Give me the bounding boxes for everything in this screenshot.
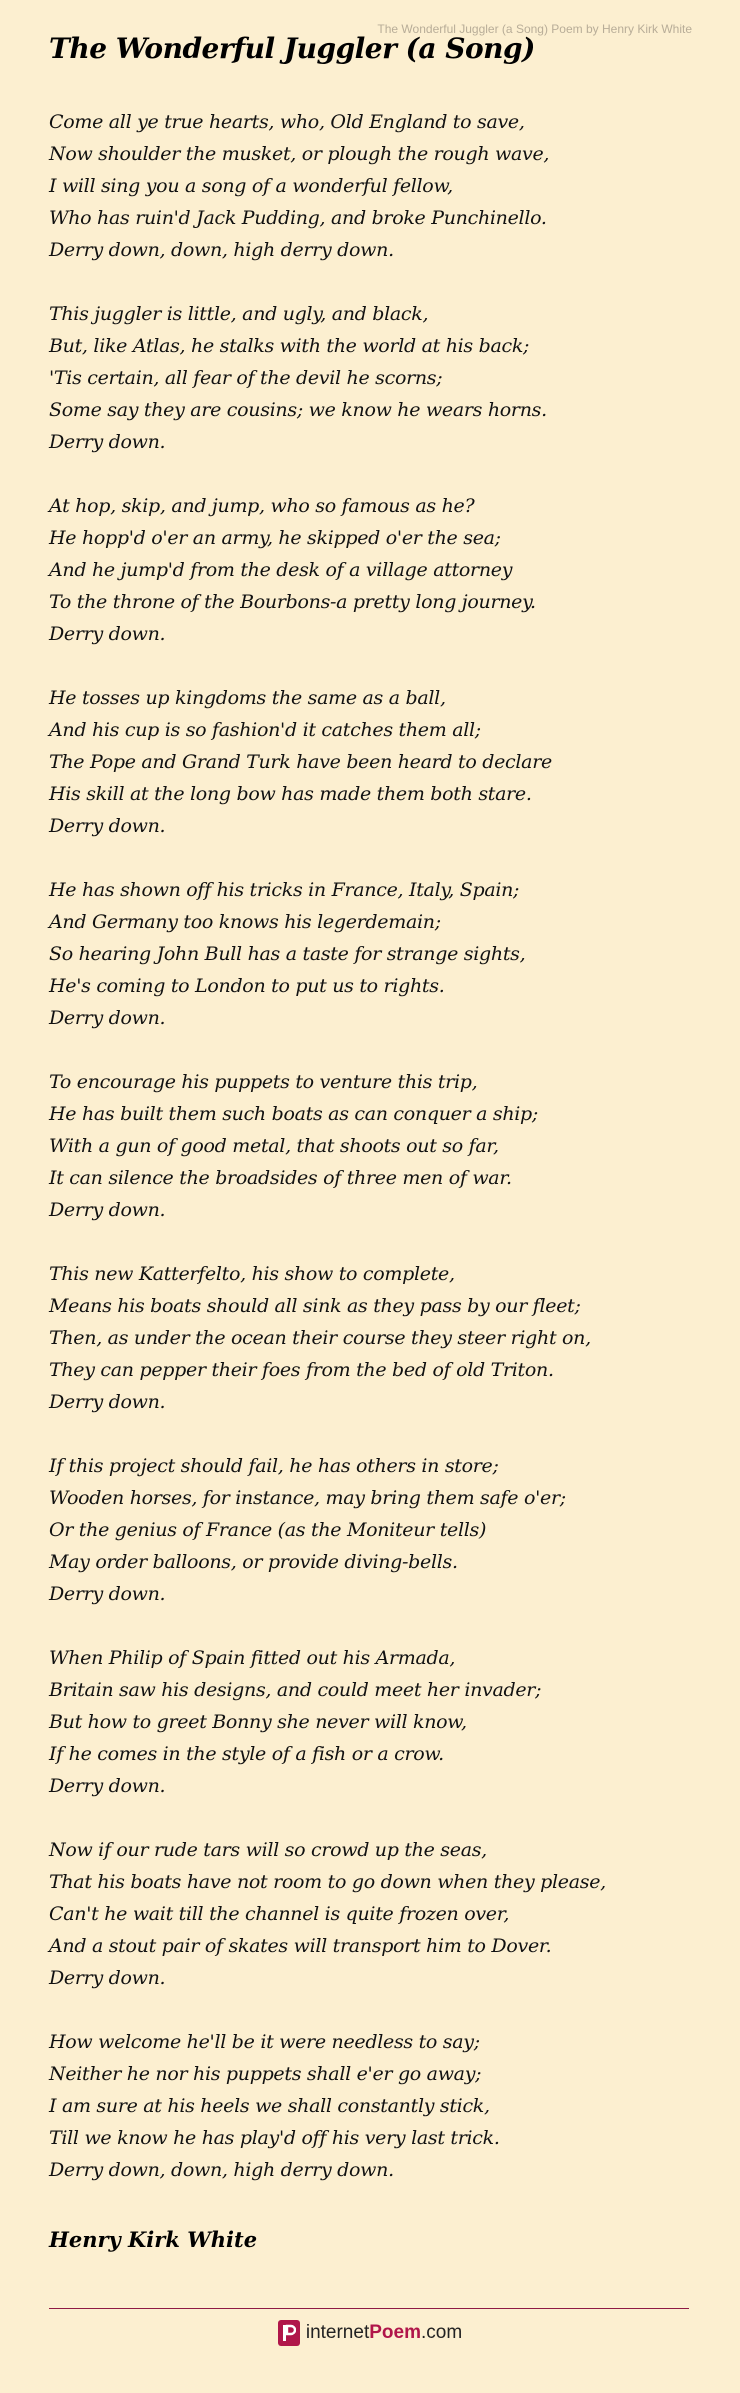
poem-line: He has built them such boats as can conquer a ship; [49, 1103, 539, 1125]
poem-line: Some say they are cousins; we know he wears horns. [49, 399, 547, 421]
poem-line: Who has ruin'd Jack Pudding, and broke Punchinello. [49, 207, 547, 229]
poem-line: And his cup is so fashion'd it catches them all; [49, 719, 481, 741]
poem-body [49, 106, 709, 2218]
poem-title: The Wonderful Juggler (a Song) [49, 32, 535, 65]
stanza [49, 1834, 709, 1994]
poem-line: He's coming to London to put us to rights. [49, 975, 445, 997]
poem-line: So hearing John Bull has a taste for strange sights, [49, 943, 526, 965]
poem-line: The Pope and Grand Turk have been heard to declare [49, 751, 552, 773]
poem-line: This juggler is little, and ugly, and black, [49, 303, 429, 325]
stanza [49, 298, 709, 458]
poem-line: Derry down. [49, 1967, 166, 1989]
poem-line: If this project should fail, he has others in store; [49, 1455, 499, 1477]
poem-line: How welcome he'll be it were needless to say; [49, 2031, 480, 2053]
poem-line: And Germany too knows his legerdemain; [49, 911, 441, 933]
poem-line: Come all ye true hearts, who, Old England to save, [49, 111, 525, 133]
stanza [49, 2026, 709, 2186]
stanza [49, 490, 709, 650]
poem-line: But how to greet Bonny she never will know, [49, 1711, 467, 1733]
poem-line: Now if our rude tars will so crowd up the seas, [49, 1839, 487, 1861]
poem-line: His skill at the long bow has made them both stare. [49, 783, 532, 805]
poem-line: Now shoulder the musket, or plough the rough wave, [49, 143, 550, 165]
poem-line: This new Katterfelto, his show to complete, [49, 1263, 455, 1285]
poem-line: 'Tis certain, all fear of the devil he scorns; [49, 367, 443, 389]
brand-name: internetPoem.com [305, 2322, 463, 2343]
poem-line: They can pepper their foes from the bed of old Triton. [49, 1359, 554, 1381]
poem-line: Derry down. [49, 623, 166, 645]
poem-line: Derry down. [49, 815, 166, 837]
poem-line: Derry down. [49, 431, 166, 453]
poem-line: I will sing you a song of a wonderful fellow, [49, 175, 453, 197]
poem-line: With a gun of good metal, that shoots out so far, [49, 1135, 499, 1157]
stanza [49, 1450, 709, 1610]
poem-line: Neither he nor his puppets shall e'er go away; [49, 2063, 482, 2085]
poem-line: Means his boats should all sink as they pass by our fleet; [49, 1295, 581, 1317]
poem-line: Till we know he has play'd off his very last trick. [49, 2127, 500, 2149]
poem-line: May order balloons, or provide diving-bells. [49, 1551, 458, 1573]
stanza [49, 682, 709, 842]
poem-line: But, like Atlas, he stalks with the world at his back; [49, 335, 530, 357]
poem-line: If he comes in the style of a fish or a crow. [49, 1743, 444, 1765]
poem-line: Derry down. [49, 1007, 166, 1029]
poem-line: Britain saw his designs, and could meet her invader; [49, 1679, 542, 1701]
stanza [49, 1258, 709, 1418]
poem-line: He hopp'd o'er an army, he skipped o'er the sea; [49, 527, 501, 549]
stanza [49, 1066, 709, 1226]
poem-line: Then, as under the ocean their course they steer right on, [49, 1327, 591, 1349]
poem-line: Can't he wait till the channel is quite frozen over, [49, 1903, 510, 1925]
poem-author[interactable]: Henry Kirk White [49, 2227, 258, 2252]
poem-line: And a stout pair of skates will transport him to Dover. [49, 1935, 552, 1957]
poem-line: Derry down. [49, 1775, 166, 1797]
poem-line: Or the genius of France (as the Moniteur tells) [49, 1519, 487, 1541]
footer-divider [49, 2308, 689, 2309]
poem-line: And he jump'd from the desk of a village attorney [49, 559, 513, 581]
poem-line: To the throne of the Bourbons-a pretty long journey. [49, 591, 536, 613]
poem-line: Derry down. [49, 1199, 166, 1221]
stanza [49, 1642, 709, 1802]
brand-link[interactable] [0, 2320, 740, 2346]
poem-line: Derry down, down, high derry down. [49, 2159, 394, 2181]
poem-line: It can silence the broadsides of three men of war. [49, 1167, 512, 1189]
poem-line: He has shown off his tricks in France, Italy, Spain; [49, 879, 520, 901]
poem-line: Wooden horses, for instance, may bring them safe o'er; [49, 1487, 566, 1509]
stanza [49, 106, 709, 266]
poem-line: Derry down. [49, 1391, 166, 1413]
poem-line: Derry down, down, high derry down. [49, 239, 394, 261]
internetpoem-logo-icon [278, 2320, 300, 2346]
poem-line: Derry down. [49, 1583, 166, 1605]
poem-line: I am sure at his heels we shall constantly stick, [49, 2095, 490, 2117]
stanza [49, 874, 709, 1034]
poem-line: That his boats have not room to go down when they please, [49, 1871, 606, 1893]
poem-line: He tosses up kingdoms the same as a ball, [49, 687, 446, 709]
poem-line: At hop, skip, and jump, who so famous as he? [49, 495, 475, 517]
poem-line: To encourage his puppets to venture this trip, [49, 1071, 478, 1093]
header-caption: The Wonderful Juggler (a Song) Poem by Henry Kirk White [377, 22, 692, 36]
poem-line: When Philip of Spain fitted out his Armada, [49, 1647, 456, 1669]
